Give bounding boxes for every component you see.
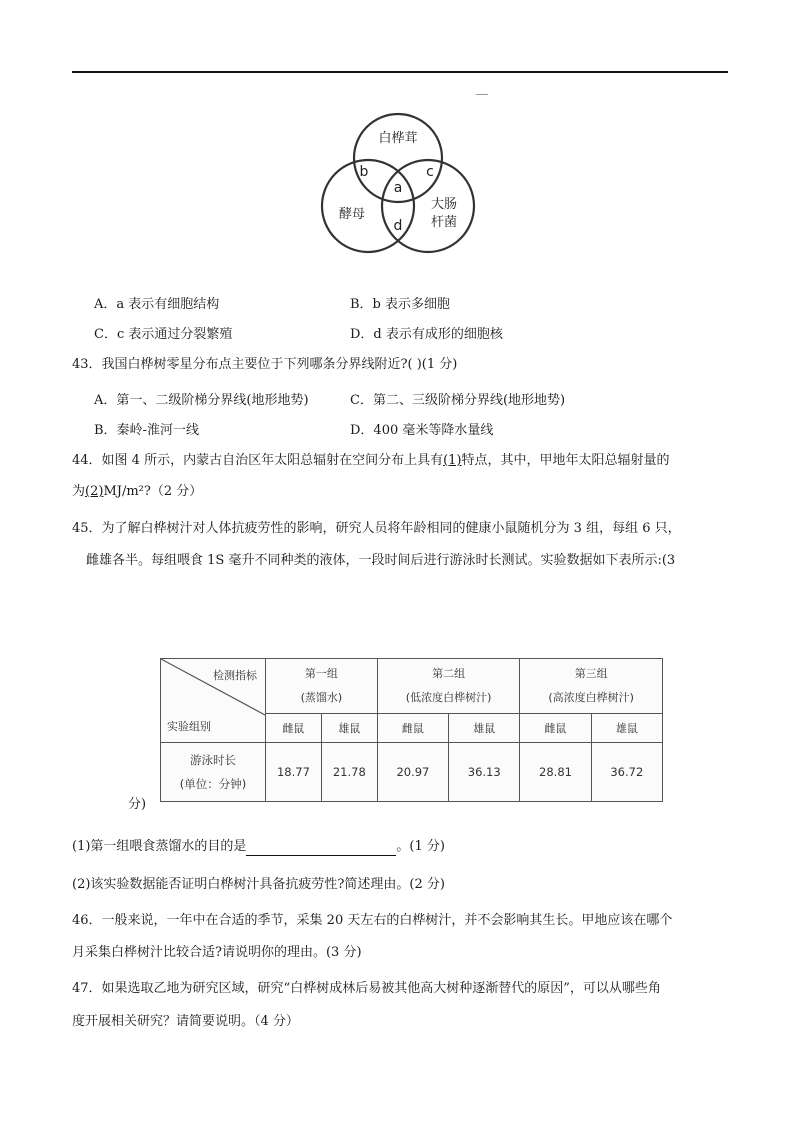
q44-line2 (72, 483, 202, 501)
q44-text-4: MJ/m²?（2 分） (103, 484, 203, 499)
q45-sub2: (2)该实验数据能否证明白桦树汁具备抗疲劳性?简述理由。(2 分) (72, 877, 445, 892)
q42-option-c: C．c 表示通过分裂繁殖 (94, 327, 233, 342)
sex-cell: 雄鼠 (591, 714, 662, 743)
value-cell: 18.77 (266, 743, 322, 802)
group-1-name: 第一组 (304, 667, 338, 680)
row-label-line1: 游泳时长 (190, 753, 236, 767)
group-2-liquid: (低浓度白桦树汁) (405, 691, 492, 704)
scan-mark (476, 94, 488, 95)
group-3-header (520, 659, 663, 714)
q44-blank-2: (2) (85, 484, 104, 499)
q44-text-2: 特点，其中，甲地年太阳总辐射量的 (461, 453, 670, 468)
q45-line3: 分) (128, 797, 147, 812)
q42-option-a: A．a 表示有细胞结构 (94, 297, 220, 312)
group-2-header (377, 659, 520, 714)
q42-option-d: D．d 表示有成形的细胞核 (350, 327, 503, 342)
value-cell: 20.97 (377, 743, 448, 802)
value-cell: 28.81 (520, 743, 591, 802)
venn-region-d: d (393, 218, 403, 234)
q45-sub1-score: 。(1 分) (396, 839, 445, 854)
q45-sub1-text: (1)第一组喂食蒸馏水的目的是 (72, 839, 247, 854)
q45-sub1 (72, 838, 445, 856)
group-3-liquid: (高浓度白桦树汁) (548, 691, 634, 704)
venn-diagram (318, 110, 478, 256)
group-3-name: 第三组 (574, 667, 608, 680)
header-rule (72, 71, 728, 73)
q43-stem: 43．我国白桦树零星分布点主要位于下列哪条分界线附近?( )(1 分) (72, 357, 458, 372)
sex-cell: 雌鼠 (266, 714, 322, 743)
q43-option-a: A．第一、二级阶梯分界线(地形地势) (94, 393, 309, 408)
q44-text-1: 44．如图 4 所示，内蒙古自治区年太阳总辐射在空间分布上具有 (72, 453, 444, 468)
row-label-line2: (单位：分钟) (179, 777, 247, 791)
q43-option-b: B．秦岭-淮河一线 (94, 423, 199, 438)
table-corner-cell (161, 659, 266, 743)
group-2-name: 第二组 (432, 667, 466, 680)
q45-line1: 45．为了解白桦树汁对人体抗疲劳性的影响，研究人员将年龄相同的健康小鼠随机分为 3 组，每组 6 只， (72, 521, 681, 536)
group-1-liquid: (蒸馏水) (300, 691, 343, 704)
venn-label-right-1: 大肠 (430, 197, 458, 212)
group-1-header (266, 659, 378, 714)
q44-blank-1: (1) (443, 453, 462, 468)
sex-cell: 雌鼠 (520, 714, 591, 743)
venn-region-c: c (426, 164, 434, 180)
q44-line1 (72, 452, 670, 470)
venn-label-left: 酵母 (338, 207, 366, 222)
q43-option-d: D．400 毫米等降水量线 (350, 423, 494, 438)
sex-cell: 雄鼠 (321, 714, 377, 743)
value-cell: 21.78 (321, 743, 377, 802)
venn-label-right-2: 杆菌 (430, 215, 458, 230)
q44-text-3: 为 (72, 484, 86, 499)
value-cell: 36.72 (591, 743, 662, 802)
corner-label-top: 检测指标 (213, 669, 257, 682)
q45-line2: 雌雄各半。每组喂食 1S 毫升不同种类的液体，一段时间后进行游泳时长测试。实验数据如下表所示:(3 (86, 553, 676, 568)
row-label-cell (161, 743, 266, 802)
q47-line2: 度开展相关研究？请简要说明。（4 分） (72, 1014, 299, 1029)
sex-cell: 雌鼠 (377, 714, 448, 743)
q42-option-b: B．b 表示多细胞 (350, 297, 451, 312)
corner-label-bottom: 实验组别 (167, 720, 211, 733)
venn-region-b: b (359, 164, 369, 180)
q47-line1: 47．如果选取乙地为研究区域，研究“白桦树成林后易被其他高大树种逐渐替代的原因”，可以从哪些角 (72, 981, 661, 996)
value-cell: 36.13 (449, 743, 520, 802)
q46-line1: 46．一般来说，一年中在合适的季节，采集 20 天左右的白桦树汁，并不会影响其生长。甲地应该在哪个 (72, 913, 673, 928)
venn-label-top: 白桦茸 (378, 131, 418, 146)
experiment-table (160, 658, 663, 802)
q46-line2: 月采集白桦树汁比较合适?请说明你的理由。(3 分) (72, 945, 362, 960)
venn-region-a: a (393, 180, 403, 196)
q43-option-c: C．第二、三级阶梯分界线(地形地势) (350, 393, 566, 408)
sex-cell: 雄鼠 (449, 714, 520, 743)
q45-sub1-answer-blank[interactable] (246, 841, 396, 856)
